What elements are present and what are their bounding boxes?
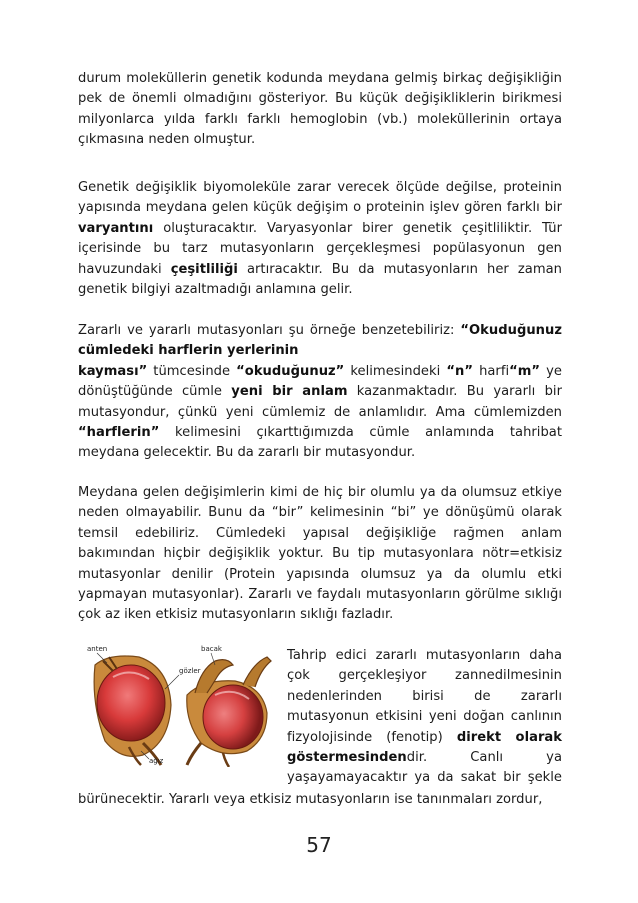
p3-bold-harflerin: “harflerin” [78, 425, 160, 441]
p3-bold-n: “n” [446, 363, 473, 379]
p3-bold-yeni-anlam: yeni bir anlam [231, 384, 348, 400]
p2-bold-cesitlilik: çeşitliliği [170, 261, 238, 277]
p3-bold-quote-start: “Okuduğunuz cümledeki harflerin yerlerinin [78, 323, 562, 359]
label-mouth: ağız [149, 757, 164, 765]
paragraph-1: durum moleküllerin genetik kodunda meydana gelmiş birkaç değişikliğin pek de önemli olmadığını gösteriyor. Bu küçük değişikliklerin birikmesi milyonlarca yılda farklı farklı hemoglobin (vb.) moleküllerinin ortaya çıkmasına neden olmuştur. [78, 71, 562, 148]
label-eyes: gözler [179, 667, 201, 675]
p2-text-a: Genetik değişiklik biyomoleküle zarar verecek ölçüde değilse, proteinin yapısında meydana gelen küçük değişim o proteinin işlev gören farklı bir [78, 180, 562, 216]
p3-bold-m: “m” [509, 363, 541, 379]
p3-text-f: kelimesindeki [344, 363, 447, 379]
mutant-fly-figure [83, 643, 275, 767]
paragraph-5-tail: bürünecektir. Yararlı veya etkisiz mutasyonların ise tanınmaları zordur, [78, 792, 543, 807]
p2-bold-varyant: varyantını [78, 220, 154, 236]
p3-text-l: kazanmaktadır. Bu yararlı bir mutasyondur, çünkü yeni cümlemiz de anlamlıdır. Ama cümlemizden [78, 384, 562, 420]
paragraph-3 [78, 321, 562, 464]
p3-bold-okudugunuz: “okuduğunuz” [236, 363, 345, 379]
paragraph-2 [78, 178, 562, 300]
label-leg: bacak [201, 645, 222, 653]
label-antenna: anten [87, 645, 108, 653]
p3-text-h: harfi [472, 363, 510, 379]
p3-text-a: Zararlı ve yararlı mutasyonları şu örneğe benzetebiliriz: [78, 323, 461, 338]
p2-text-e: artıracaktır. Bu da mutasyonların her zaman genetik bilgiyi azaltmadığı anlamına gelir. [78, 261, 562, 298]
paragraph-5 [287, 646, 562, 789]
page-number: 57 [306, 833, 332, 857]
p2-text-c: oluşturacaktır. Varyasyonlar birer genetik çeşitliliktir. Tür içerisinde bu tarz mutasyonların gerçekleşmesi popülasyonun gen havuzundaki [78, 220, 562, 277]
normal-fly-head [94, 656, 171, 765]
fly-heads-illustration [83, 643, 275, 767]
paragraph-4: Meydana gelen değişimlerin kimi de hiç bir olumlu ya da olumsuz etkiye neden olmayabilir. Bunu da “bir” kelimesinin “bi” ye dönüşümü olarak temsil edebiliriz. Cümledeki yapısal değişikliğe rağmen anlam bakımından hiçbir değişiklik yoktur. Bu tip mutasyonlara nötr=etkisiz mutasyonlar denilir (Protein yapısında olumsuz ya da olumlu etki yapmayan mutasyonlar). Zararlı ve faydalı mutasyonların görülme sıklığı çok az iken etkisiz mutasyonların sıklığı fazladır. [78, 485, 562, 623]
p3-text-d: tümcesinde [147, 363, 237, 379]
p5-bold-direkt: direkt olarak göstermesinden [287, 729, 563, 766]
p3-text-n: kelimesini çıkarttığımızda cümle anlamında tahribat meydana gelecektir. Bu da zararlı bir mutasyondur. [78, 425, 562, 461]
p5-text-a: Tahrip edici zararlı mutasyonların daha çok gerçekleşiyor zannedilmesinin nedenlerinden birisi de zararlı mutasyonun etkisini yeni doğan canlının fizyolojisinde (fenotip) [287, 648, 562, 745]
p5-text-c: dir. Canlı ya yaşayamayacaktır ya da sakat bir şekle [287, 750, 562, 786]
p3-bold-kaymasi: kayması” [78, 363, 148, 379]
p3-text-j: ye dönüştüğünde cümle [78, 363, 562, 400]
